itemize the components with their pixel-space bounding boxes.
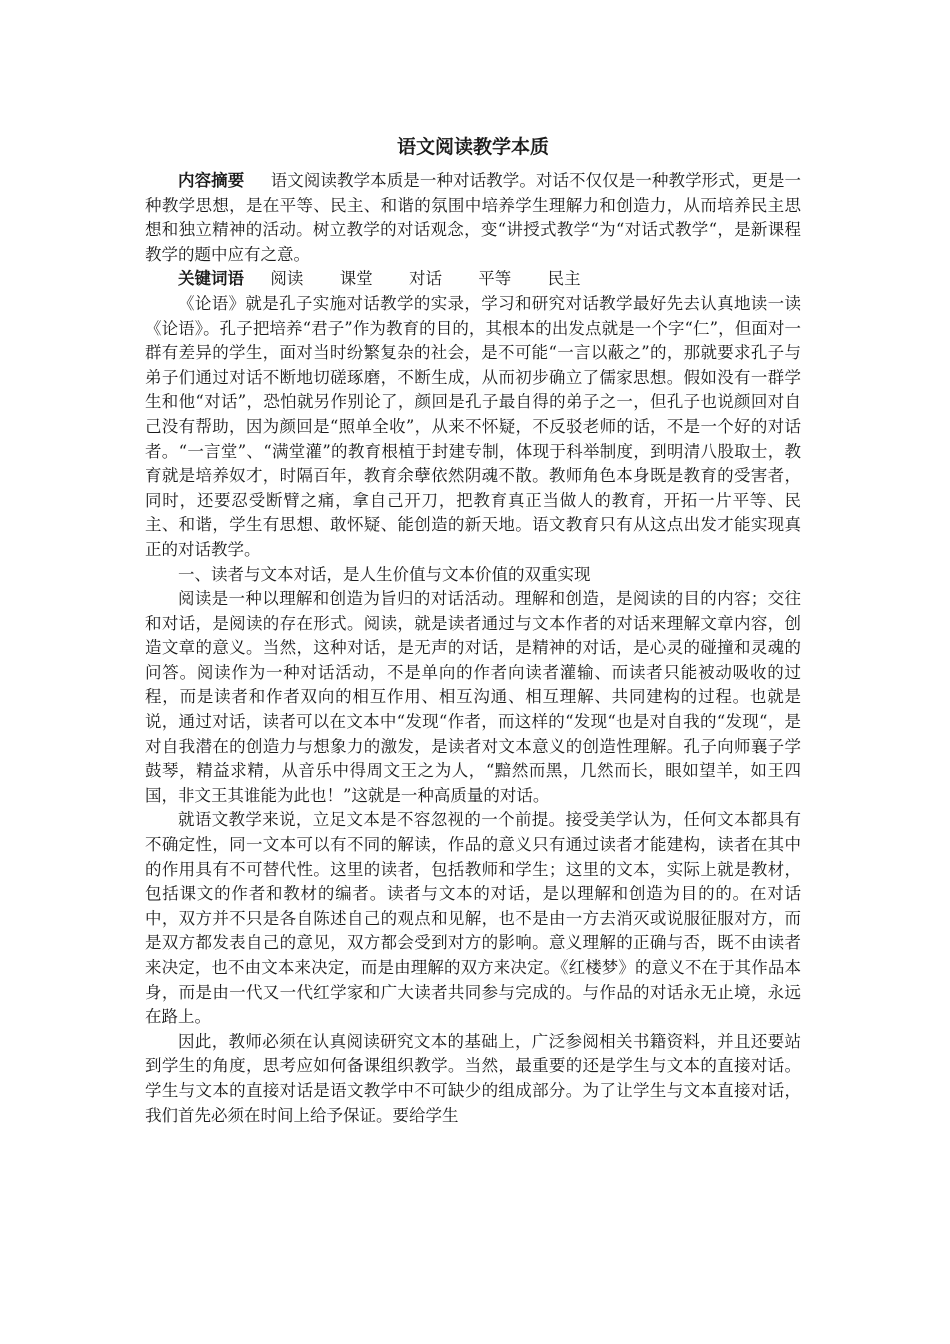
body-paragraph-teaching: 就语文教学来说，立足文本是不容忽视的一个前提。接受美学认为，任何文本都具有不确定性，同一文本可以有不同的解读，作品的意义只有通过读者才能建构，读者在其中的作用具有不可替代性。这里的读者，包括教师和学生；这里的文本，实际上就是教材，包括课文的作者和教材的编者。读者与文本的对话，是以理解和创造为目的的。在对话中，双方并不只是各自陈述自己的观点和见解，也不是由一方去消灭或说服征服对方，而是双方都发表自己的意见，双方都会受到对方的影响。意义理解的正确与否，既不由读者来决定，也不由文本来决定，而是由理解的双方来决定。《红楼梦》的意义不在于其作品本身，而是由一代又一代红学家和广大读者共同参与完成的。与作品的对话永无止境，永远在路上。 — [145, 810, 801, 1027]
section-heading: 一、读者与文本对话，是人生价值与文本价值的双重实现 — [178, 564, 591, 584]
document-page — [145, 133, 801, 1128]
body-paragraph-lunyu: 《论语》就是孔子实施对话教学的实录，学习和研究对话教学最好先去认真地读一读《论语》。孔子把培养“君子”作为教育的目的，其根本的出发点就是一个字“仁”，但面对一群有差异的学生，面对当时纷繁复杂的社会，是不可能“一言以蔽之”的，那就要求孔子与弟子们通过对话不断地切磋琢磨，不断生成，从而初步确立了儒家思想。假如没有一群学生和他“对话”，恐怕就另作别论了，颜回是孔子最自得的弟子之一，但孔子也说颜回对自己没有帮助，因为颜回是“照单全收”，从来不怀疑，不反驳老师的话，不是一个好的对话者。“一言堂”、“满堂灌”的教育根植于封建专制，体现于科举制度，到明清八股取士，教育就是培养奴才，时隔百年，教育余孽依然阴魂不散。教师角色本身既是教育的受害者，同时，还要忍受断臂之痛，拿自己开刀，把教育真正当做人的教育，开拓一片平等、民主、和谐，学生有思想、敢怀疑、能创造的新天地。语文教育只有从这点出发才能实现真正的对话教学。 — [145, 293, 801, 559]
abstract-paragraph — [145, 169, 801, 267]
body-paragraph-reading: 阅读是一种以理解和创造为旨归的对话活动。理解和创造，是阅读的目的内容；交往和对话，是阅读的存在形式。阅读，就是读者通过与文本作者的对话来理解文章内容，创造文章的意义。当然，这种对话，是无声的对话，是精神的对话，是心灵的碰撞和灵魂的问答。阅读作为一种对话活动，不是单向的作者向读者灌输、而读者只能被动吸收的过程，而是读者和作者双向的相互作用、相互沟通、相互理解、共同建构的过程。也就是说，通过对话，读者可以在文本中“发现“作者，而这样的“发现“也是对自我的“发现“，是对自我潜在的创造力与想象力的激发，是读者对文本意义的创造性理解。孔子向师襄子学鼓琴，精益求精，从音乐中得周文王之为人，“黯然而黑，几然而长，眼如望羊，如王四国，非文王其谁能为此也！”这就是一种高质量的对话。 — [145, 589, 801, 805]
keyword: 课堂 — [339, 269, 373, 289]
keywords-label: 关键词语 — [178, 269, 244, 289]
abstract-label: 内容摘要 — [178, 171, 245, 190]
keyword: 民主 — [547, 269, 581, 289]
body-paragraph-therefore: 因此，教师必须在认真阅读研究文本的基础上，广泛参阅相关书籍资料，并且还要站到学生的角度，思考应如何备课组织教学。当然，最重要的还是学生与文本的直接对话。学生与文本的直接对话是语文教学中不可缺少的组成部分。为了让学生与文本直接对话，我们首先必须在时间上给予保证。要给学生 — [145, 1031, 801, 1125]
keyword: 阅读 — [270, 269, 304, 289]
document-title: 语文阅读教学本质 — [396, 136, 549, 158]
abstract-text: 语文阅读教学本质是一种对话教学。对话不仅仅是一种教学形式，更是一种教学思想，是在平等、民主、和谐的氛围中培养学生理解力和创造力，从而培养民主思想和独立精神的活动。树立教学的对话观念，变“讲授式教学“为“对话式教学“，是新课程教学的题中应有之意。 — [145, 171, 802, 264]
keyword: 平等 — [478, 269, 512, 289]
keywords-paragraph — [145, 267, 801, 292]
keyword: 对话 — [408, 269, 442, 289]
